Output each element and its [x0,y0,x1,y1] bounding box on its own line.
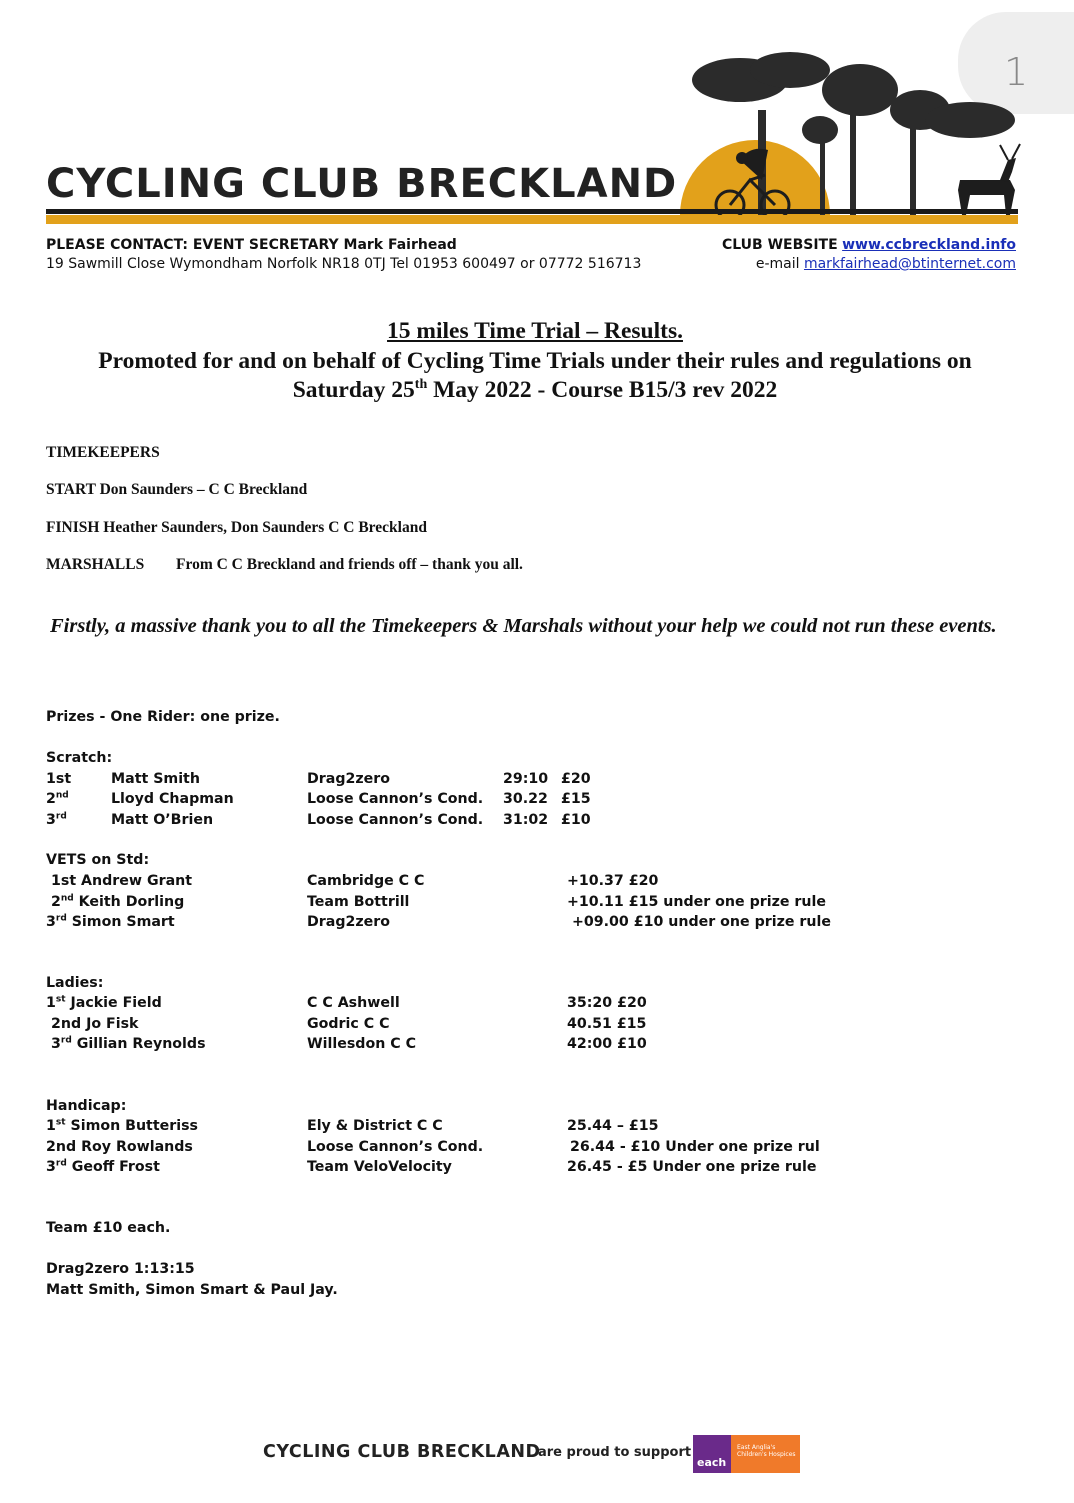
website-block [700,236,1016,274]
scratch-rider-club: Loose Cannon’s Cond. [307,812,484,828]
ladies-rider-club: Godric C C [307,1016,390,1032]
scratch-rider-name: Lloyd Chapman [111,791,234,807]
email-label: e-mail [755,256,800,272]
title-line-3: Saturday 25th May 2022 - Course B15/3 rev 2022 [292,377,778,403]
handicap-rider: 3rd Geoff Frost [46,1158,160,1175]
scratch-prize: £10 [561,812,591,828]
vets-rider: 2nd Keith Dorling [51,893,185,910]
contact-address: 19 Sawmill Close Wymondham Norfolk NR18 0TJ Tel 01953 600497 or 07772 516713 [46,256,642,272]
handicap-result: 25.44 – £15 [567,1118,659,1134]
footer-club-logo: CYCLING CLUB BRECKLAND [263,1442,541,1462]
ladies-heading: Ladies: [46,975,104,991]
vets-result: +10.11 £15 under one prize rule [567,894,826,910]
handicap-rider-club: Ely & District C C [307,1118,443,1134]
vets-result: +09.00 £10 under one prize rule [572,914,831,930]
scratch-prize: £15 [561,791,591,807]
club-logo-text: CYCLING CLUB BRECKLAND [46,161,678,207]
vets-rider-club: Drag2zero [307,914,390,930]
scratch-rider-name: Matt Smith [111,771,200,787]
start-timekeeper: START Don Saunders – C C Breckland [46,481,308,498]
club-logo-scene [670,40,1030,220]
vets-rider: 3rd Simon Smart [46,913,175,930]
footer-support-text: are proud to support [538,1445,692,1460]
marshalls-label: MARSHALLS [46,556,145,573]
title-line-1: 15 miles Time Trial – Results. [387,318,683,344]
vets-result: +10.37 £20 [567,873,659,889]
scratch-position: 3rd [46,811,67,828]
ladies-rider: 2nd Jo Fisk [51,1016,139,1032]
ladies-rider-club: Willesdon C C [307,1036,417,1052]
team-result: Drag2zero 1:13:15 [46,1261,195,1277]
team-members: Matt Smith, Simon Smart & Paul Jay. [46,1282,338,1298]
scratch-time: 29:10 [503,771,549,787]
ladies-result: 40.51 £15 [567,1016,647,1032]
handicap-rider: 1st Simon Butteriss [46,1117,198,1134]
scratch-rider-name: Matt O’Brien [111,812,214,828]
marshalls-text: From C C Breckland and friends off – thank you all. [176,556,523,573]
handicap-heading: Handicap: [46,1098,127,1114]
timekeepers-heading: TIMEKEEPERS [46,444,160,461]
handicap-rider-club: Team VeloVelocity [307,1159,452,1175]
document-title [40,317,1030,406]
header-rule-black [46,209,1018,214]
team-heading: Team £10 each. [46,1220,171,1236]
each-charity-logo: each [693,1435,731,1473]
page-number: 1 [1004,50,1029,94]
contact-label: PLEASE CONTACT: EVENT SECRETARY Mark Fairhead [46,237,457,253]
handicap-result: 26.45 - £5 Under one prize rule [567,1159,817,1175]
scratch-heading: Scratch: [46,750,113,766]
stag-silhouette [958,144,1020,215]
vets-heading: VETS on Std: [46,852,150,868]
scratch-time: 31:02 [503,812,549,828]
scratch-rider-club: Loose Cannon’s Cond. [307,791,484,807]
finish-timekeeper: FINISH Heather Saunders, Don Saunders C C Breckland [46,519,427,536]
vets-rider-club: Cambridge C C [307,873,425,889]
ladies-rider: 1st Jackie Field [46,994,162,1011]
header-rule-gold [46,215,1018,224]
scratch-time: 30.22 [503,791,548,807]
vets-rider: 1st Andrew Grant [51,873,193,889]
ladies-result: 42:00 £10 [567,1036,647,1052]
ladies-rider-club: C C Ashwell [307,995,400,1011]
vets-rider-club: Team Bottrill [307,894,410,910]
prizes-note: Prizes - One Rider: one prize. [46,709,280,725]
scratch-position: 2nd [46,790,69,807]
scratch-rider-club: Drag2zero [307,771,390,787]
handicap-rider-club: Loose Cannon’s Cond. [307,1139,484,1155]
scratch-prize: £20 [561,771,591,787]
ladies-result: 35:20 £20 [567,995,647,1011]
hospice-logo: East Anglia's Children's Hospices [731,1435,800,1473]
handicap-result: 26.44 - £10 Under one prize rul [570,1139,820,1155]
contact-block [46,236,641,274]
handicap-rider: 2nd Roy Rowlands [46,1139,193,1155]
scratch-position: 1st [46,771,72,787]
title-line-2: Promoted for and on behalf of Cycling Time Trials under their rules and regulations on [98,347,972,374]
website-label: CLUB WEBSITE [721,237,838,253]
email-link[interactable]: markfairhead@btinternet.com [803,256,1016,272]
website-link[interactable]: www.ccbreckland.info [842,237,1016,253]
thank-you-note: Firstly, a massive thank you to all the Timekeepers & Marshals without your help we could not run these events. [50,615,997,637]
ladies-rider: 3rd Gillian Reynolds [51,1035,206,1052]
